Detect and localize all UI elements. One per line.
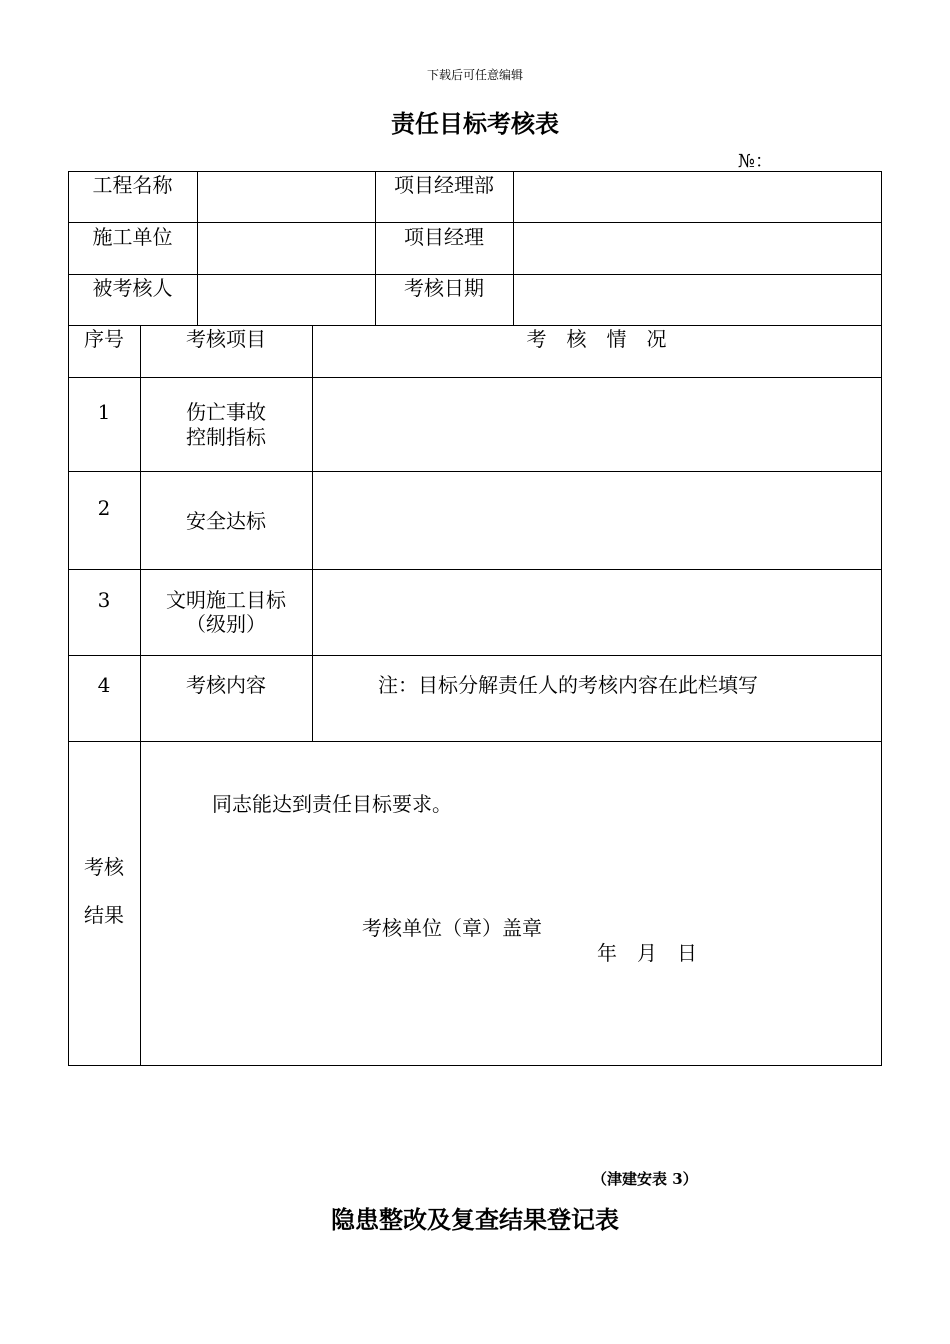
table-rule <box>312 325 313 741</box>
date-line: 年 月 日 <box>597 941 697 965</box>
table-rule <box>68 222 882 223</box>
header-item: 考核项目 <box>186 327 266 351</box>
label-project-manager: 项目经理 <box>404 225 484 249</box>
table-rule <box>68 471 882 472</box>
table-border-right <box>881 171 882 1065</box>
label-project-name: 工程名称 <box>92 173 173 197</box>
row-index: 2 <box>97 496 111 520</box>
header-index: 序号 <box>84 327 124 351</box>
form-code: （津建安表 3） <box>592 1170 698 1188</box>
row-item: 控制指标 <box>186 425 266 449</box>
header-note: 下载后可任意编辑 <box>426 68 523 82</box>
table-border-bottom <box>68 1065 882 1066</box>
label-project-dept: 项目经理部 <box>394 173 494 197</box>
result-label: 结果 <box>84 903 124 927</box>
table-rule <box>68 655 882 656</box>
table-rule <box>68 274 882 275</box>
table-rule <box>68 377 882 378</box>
row-status-note: 注：目标分解责任人的考核内容在此栏填写 <box>378 673 758 697</box>
table-rule <box>513 171 514 325</box>
page-title: 责任目标考核表 <box>391 109 559 138</box>
table-rule <box>68 569 882 570</box>
second-title: 隐患整改及复查结果登记表 <box>331 1205 619 1234</box>
table-rule <box>68 741 882 742</box>
row-item: 安全达标 <box>186 509 266 533</box>
row-index: 4 <box>97 673 111 697</box>
row-item: 考核内容 <box>186 673 266 697</box>
label-construction-unit: 施工单位 <box>92 225 173 249</box>
number-label: №： <box>738 151 774 172</box>
row-item: 伤亡事故 <box>186 400 266 424</box>
table-rule <box>197 171 198 325</box>
label-assessee: 被考核人 <box>92 276 173 300</box>
result-statement: 同志能达到责任目标要求。 <box>212 792 452 816</box>
label-assessment-date: 考核日期 <box>404 276 484 300</box>
row-index: 1 <box>97 400 111 424</box>
row-index: 3 <box>97 588 111 612</box>
row-item: （级别） <box>186 612 266 636</box>
seal-line: 考核单位（章）盖章 <box>362 916 542 940</box>
header-status: 考 核 情 况 <box>526 327 667 351</box>
table-border-left <box>68 171 69 1065</box>
row-item: 文明施工目标 <box>166 588 286 612</box>
table-border-top <box>68 171 882 172</box>
table-rule <box>68 325 882 326</box>
result-label: 考核 <box>84 855 124 879</box>
